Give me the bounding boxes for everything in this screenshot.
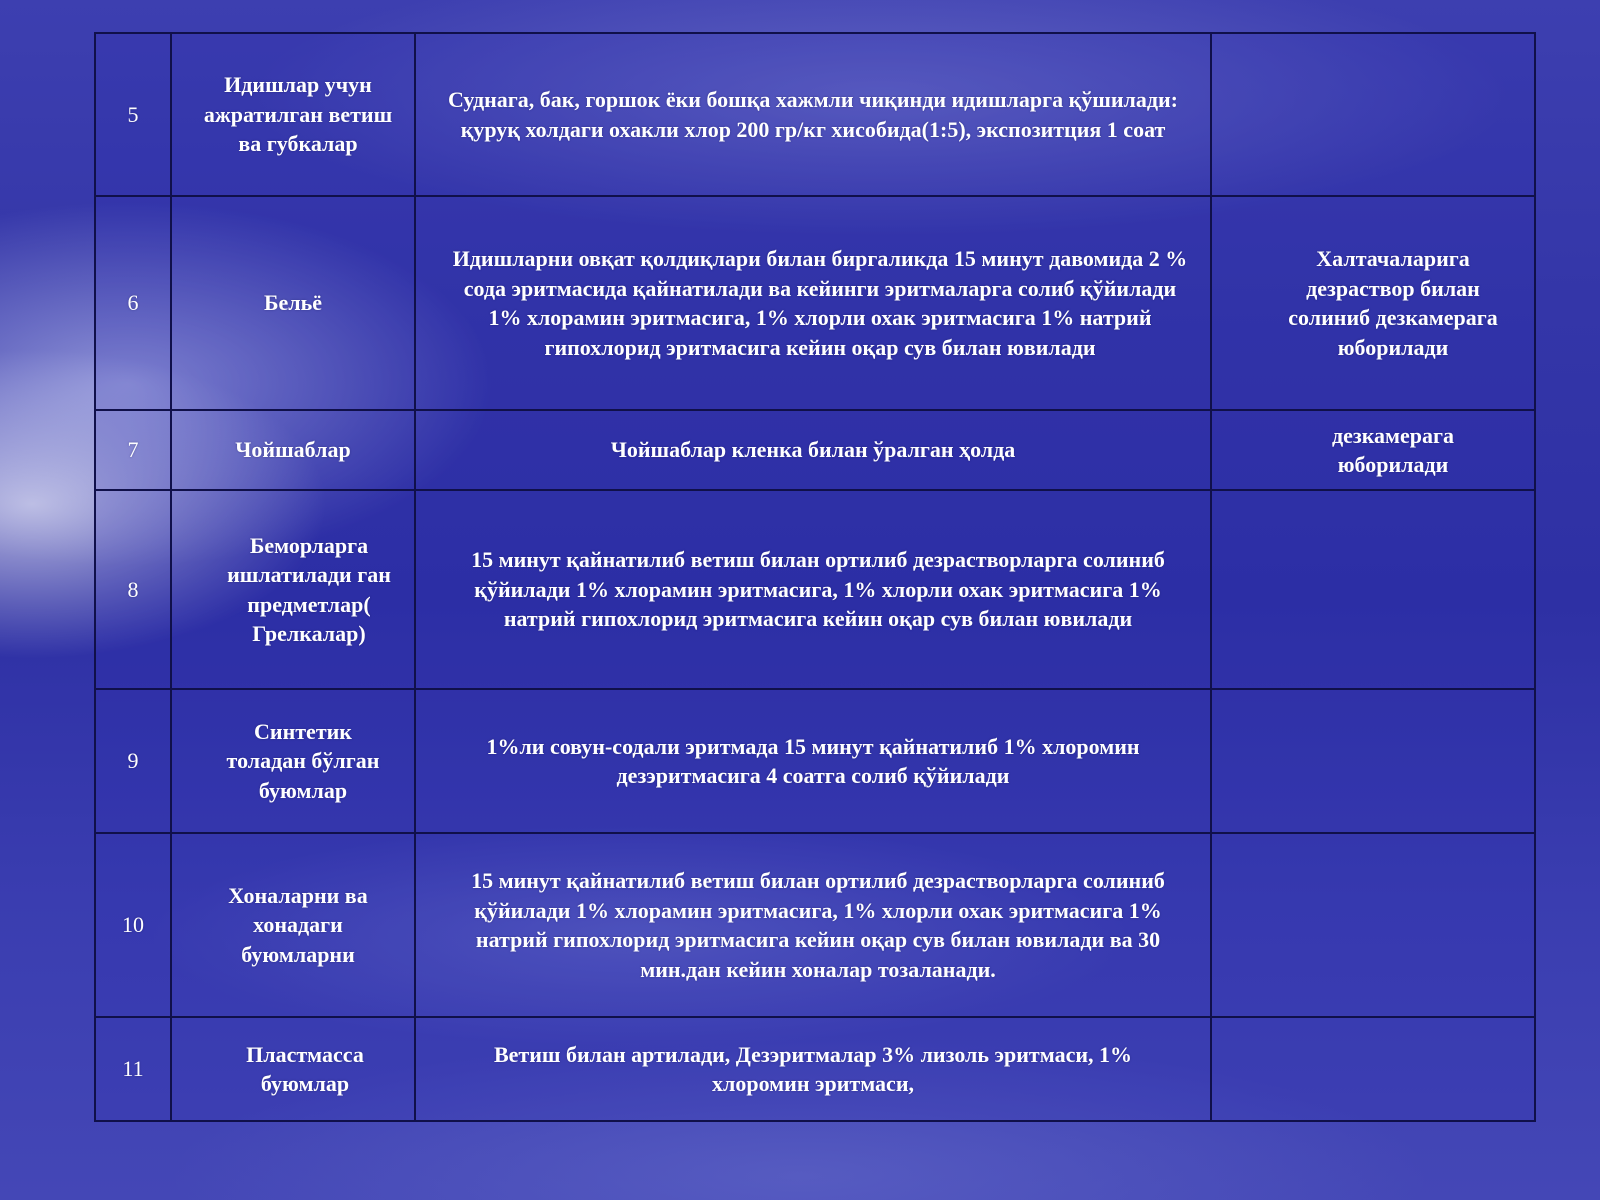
method-cell: 15 минут қайнатилиб ветиш билан ортилиб дезрастворларга солиниб қўйилади 1% хлорамин эритмасига, 1% хлорли охак эритмасига 1% натрий гипохлорид эритмасига кейин оқар сув билан ювилади bbox=[415, 490, 1211, 689]
table-row bbox=[95, 1017, 1535, 1121]
table-row bbox=[95, 410, 1535, 490]
method-cell: Ветиш билан артилади, Дезэритмалар 3% лизоль эритмаси, 1% хлоромин эритмаси, bbox=[415, 1017, 1211, 1121]
note-cell bbox=[1211, 833, 1535, 1017]
method-cell: 1%ли совун-содали эритмада 15 минут қайнатилиб 1% хлоромин дезэритмасига 4 соатга солиб қўйилади bbox=[415, 689, 1211, 833]
disinfection-table bbox=[94, 32, 1536, 1122]
row-number: 8 bbox=[95, 490, 171, 689]
method-cell: Чойшаблар кленка билан ўралган ҳолда bbox=[415, 410, 1211, 490]
note-cell: дезкамерага юборилади bbox=[1211, 410, 1535, 490]
row-number: 7 bbox=[95, 410, 171, 490]
table-row bbox=[95, 33, 1535, 196]
row-number: 9 bbox=[95, 689, 171, 833]
note-cell bbox=[1211, 689, 1535, 833]
item-cell: Хоналарни ва хонадаги буюмларни bbox=[171, 833, 415, 1017]
note-cell bbox=[1211, 490, 1535, 689]
row-number: 5 bbox=[95, 33, 171, 196]
row-number: 10 bbox=[95, 833, 171, 1017]
row-number: 11 bbox=[95, 1017, 171, 1121]
table-row bbox=[95, 833, 1535, 1017]
item-cell: Чойшаблар bbox=[171, 410, 415, 490]
note-cell: Халтачаларига дезраствор билан солиниб дезкамерага юборилади bbox=[1211, 196, 1535, 410]
item-cell: Бельё bbox=[171, 196, 415, 410]
method-cell: Суднага, бак, горшок ёки бошқа хажмли чиқинди идишларга қўшилади: қуруқ холдаги охакли хлор 200 гр/кг хисобида(1:5), экспозитция 1 соат bbox=[415, 33, 1211, 196]
row-number: 6 bbox=[95, 196, 171, 410]
item-cell: Синтетик толадан бўлган буюмлар bbox=[171, 689, 415, 833]
note-cell bbox=[1211, 33, 1535, 196]
note-cell bbox=[1211, 1017, 1535, 1121]
table-row bbox=[95, 689, 1535, 833]
table-row bbox=[95, 490, 1535, 689]
table-row bbox=[95, 196, 1535, 410]
method-cell: Идишларни овқат қолдиқлари билан биргаликда 15 минут давомида 2 % сода эритмасида қайнатилади ва кейинги эритмаларга солиб қўйилади 1% хлорамин эритмасига, 1% хлорли охак эритмасига 1% натрий гипохлорид эритмасига кейин оқар сув билан ювилади bbox=[415, 196, 1211, 410]
item-cell: Пластмасса буюмлар bbox=[171, 1017, 415, 1121]
method-cell: 15 минут қайнатилиб ветиш билан ортилиб дезрастворларга солиниб қўйилади 1% хлорамин эритмасига, 1% хлорли охак эритмасига 1% натрий гипохлорид эритмасига кейин оқар сув билан ювилади ва 30 мин.дан кейин хоналар тозаланади. bbox=[415, 833, 1211, 1017]
item-cell: Идишлар учун ажратилган ветиш ва губкалар bbox=[171, 33, 415, 196]
item-cell: Беморларга ишлатилади ган предметлар( Грелкалар) bbox=[171, 490, 415, 689]
